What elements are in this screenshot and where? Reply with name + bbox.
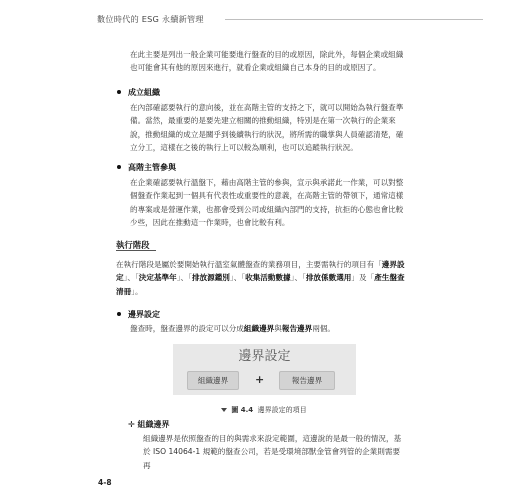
sub-bullet-title: 組織邊界 [137, 420, 170, 429]
sub-bullet-paragraph: 組織邊界是依照盤查的目的與需求來設定範圍，這邊說的是最一般的情況，基於 ISO 14064-1 規範的盤查公司，若是受環境部獸金管會列管的企業則需要再 [143, 434, 402, 470]
figure-caption [174, 405, 354, 415]
keyword: 邊界設定 [116, 260, 405, 283]
caption-text: 邊界設定的項目 [257, 406, 307, 414]
text-run: 」及「 [351, 273, 375, 283]
bullet-dot-icon [117, 90, 121, 94]
bullet-dot-icon [117, 312, 121, 316]
exec-paragraph [116, 258, 406, 298]
bullet-heading-boundary [117, 309, 160, 320]
intro-paragraph: 在此主要是列出一般企業可能要進行盤查的目的或原因，除此外，每個企業或組織也可能會其有他的原因來進行，就看企業或組織自己本身的目的或原因了。 [130, 50, 404, 73]
caption-label: 圖 4.4 [231, 406, 254, 414]
keyword: 報告邊界 [281, 324, 313, 333]
keyword: 收集活動數據 [245, 273, 291, 283]
figure-title: 邊界設定 [238, 349, 291, 364]
keyword: 組織邊界 [243, 324, 275, 333]
page-number: 4-8 [98, 478, 112, 487]
text-run: 」。 [131, 286, 143, 296]
keyword: 排放源鑑別 [191, 273, 230, 283]
sub-bullet-icon: ✛ [128, 420, 135, 429]
bullet-title: 成立組織 [128, 88, 160, 97]
bullet-heading-executive [117, 162, 176, 173]
plus-icon: + [255, 373, 265, 386]
text-run: 」、「 [123, 273, 139, 283]
bullet-title: 邊界設定 [128, 310, 160, 319]
keyword: 排放係數選用 [305, 273, 352, 283]
header-divider [225, 19, 483, 20]
text-run: 兩個。 [312, 324, 336, 333]
text-run: 盤查時，盤查邊界的設定可以分成 [130, 324, 244, 333]
running-header: 數位時代的 ESG 永續新管理 [97, 14, 204, 24]
bullet-paragraph-executive: 在企業確認要執行溫盤下，藉由高階主管的參與，宣示與承諾此一作業，可以對整個盤查作業起到一個具有代表性或重要性的意義，在高階主管的帶領下，通常這樣的專案或是營運作業，也都會受到公司或組織內部門的支持，抗拒的心態也會比較少些，因此在推動這一作業時，也會比較有利。 [130, 178, 404, 228]
bullet-dot-icon [117, 165, 121, 169]
keyword: 決定基準年 [138, 273, 177, 283]
text-run: 」、「 [290, 273, 306, 283]
bullet-heading-establish-org [117, 87, 160, 98]
text-run: 在執行階段是屬於要開始執行溫室氣體盤查的業務項目，主要需執行的項目有「 [116, 260, 382, 269]
bullet-paragraph-establish-org: 在內部確認要執行的意向後，並在高階主管的支持之下，就可以開始為執行盤查準備。當然，最重要的是要先建立相關的推動組織，特別是在第一次執行的企業來說，推動組織的成立是關乎到後續執行的狀況，將所需的職掌與人員確認清楚，確立分工，這樣在之後的執行上可以較為順利，也可以追蹤執行狀況。 [130, 103, 404, 153]
boundary-paragraph [130, 322, 405, 335]
bullet-title: 高階主管參與 [128, 163, 176, 172]
sub-bullet-heading [128, 419, 170, 430]
figure-box-org-boundary: 組織邊界 [187, 371, 239, 390]
text-run: 」、「 [229, 273, 246, 283]
section-title: 執行階段 [116, 240, 150, 250]
figure-box-report-boundary: 報告邊界 [279, 371, 335, 390]
caption-triangle-icon [221, 408, 227, 412]
text-run: 」、「 [176, 273, 192, 283]
keyword: 產生盤查清冊 [116, 273, 405, 296]
text-run: 與 [274, 324, 282, 333]
figure-boundary-diagram [173, 344, 356, 395]
section-underline [116, 250, 156, 251]
